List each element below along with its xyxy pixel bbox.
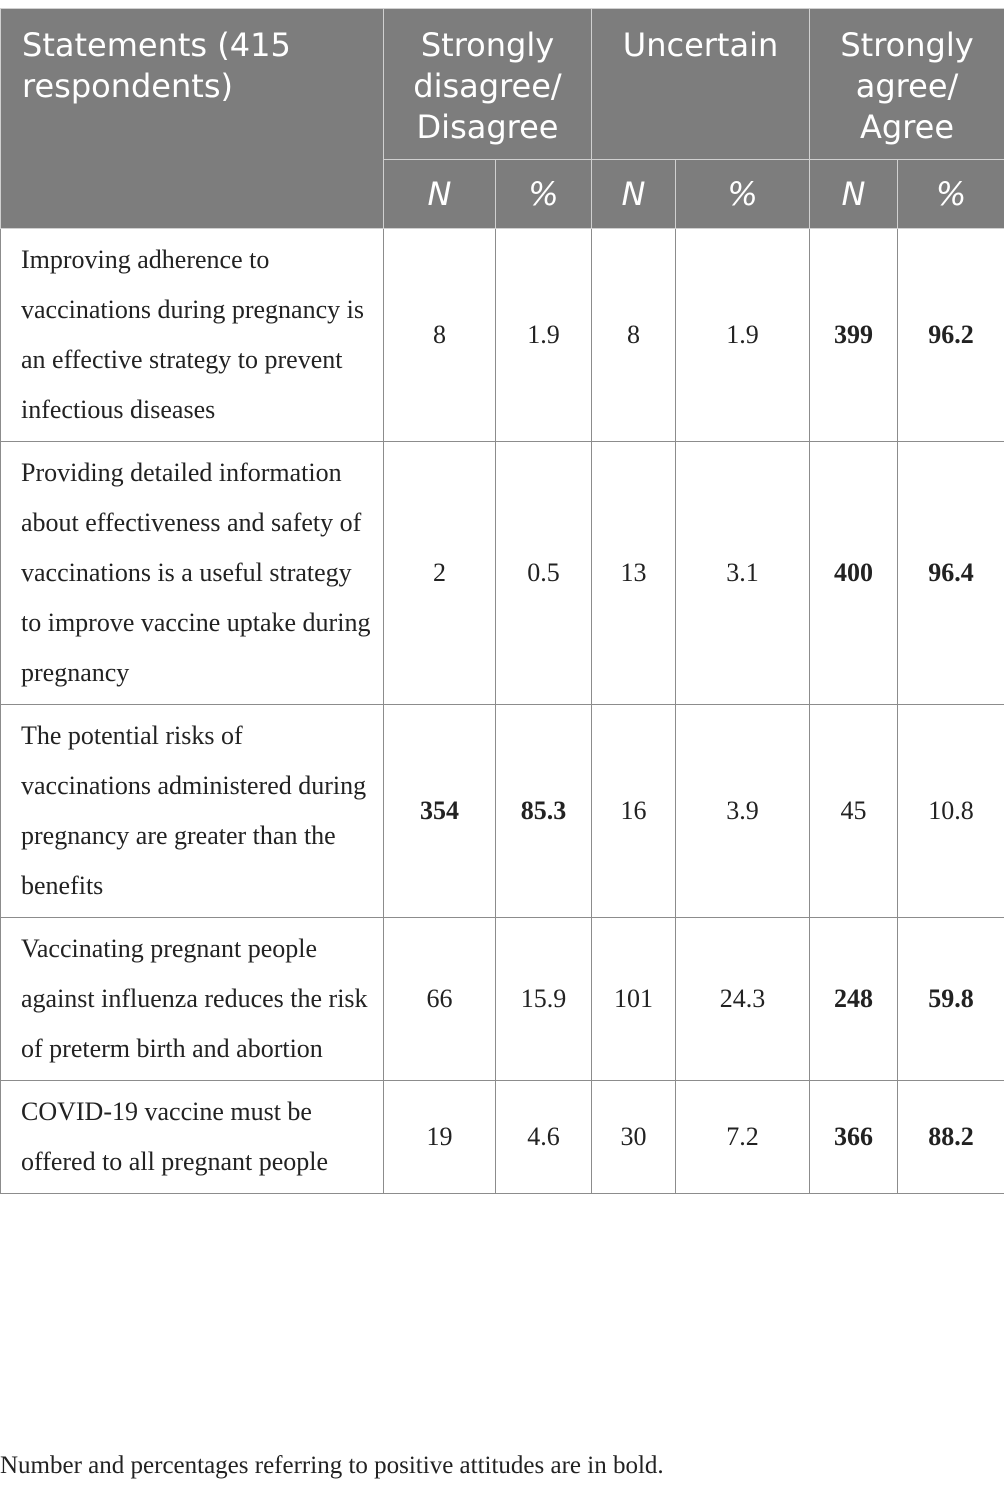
cell-pct-disagree: 85.3 — [496, 705, 592, 918]
table-row — [1, 918, 1004, 1081]
statement-cell: Improving adherence to vaccinations during pregnancy is an effective strategy to prevent infectious diseases — [1, 229, 384, 442]
cell-n-uncertain: 8 — [592, 229, 676, 442]
table-row — [1, 442, 1004, 705]
attitudes-table — [0, 8, 1004, 1194]
cell-pct-uncertain: 7.2 — [676, 1081, 810, 1194]
cell-pct-disagree: 1.9 — [496, 229, 592, 442]
cell-n-uncertain: 16 — [592, 705, 676, 918]
header-disagree: Strongly disagree/ Disagree — [384, 9, 592, 160]
cell-n-agree: 45 — [810, 705, 898, 918]
statement-cell: COVID-19 vaccine must be offered to all pregnant people — [1, 1081, 384, 1194]
cell-n-uncertain: 30 — [592, 1081, 676, 1194]
cell-pct-disagree: 15.9 — [496, 918, 592, 1081]
header-pct-agree: % — [898, 160, 1004, 229]
cell-n-disagree: 19 — [384, 1081, 496, 1194]
cell-n-agree: 248 — [810, 918, 898, 1081]
header-n-uncertain: N — [592, 160, 676, 229]
header-pct-disagree: % — [496, 160, 592, 229]
cell-pct-uncertain: 3.9 — [676, 705, 810, 918]
cell-pct-agree: 59.8 — [898, 918, 1004, 1081]
cell-pct-uncertain: 1.9 — [676, 229, 810, 442]
statement-cell: Vaccinating pregnant people against influenza reduces the risk of preterm birth and abortion — [1, 918, 384, 1081]
cell-n-disagree: 8 — [384, 229, 496, 442]
cell-n-disagree: 354 — [384, 705, 496, 918]
cell-n-uncertain: 13 — [592, 442, 676, 705]
table-header — [1, 9, 1004, 229]
header-agree: Strongly agree/ Agree — [810, 9, 1004, 160]
cell-pct-disagree: 4.6 — [496, 1081, 592, 1194]
header-statements: Statements (415 respondents) — [1, 9, 384, 229]
cell-n-agree: 366 — [810, 1081, 898, 1194]
cell-pct-uncertain: 24.3 — [676, 918, 810, 1081]
table-row — [1, 705, 1004, 918]
cell-pct-agree: 10.8 — [898, 705, 1004, 918]
header-n-agree: N — [810, 160, 898, 229]
header-n-disagree: N — [384, 160, 496, 229]
table-footnote: Number and percentages referring to positive attitudes are in bold. — [0, 1452, 664, 1479]
cell-n-disagree: 2 — [384, 442, 496, 705]
cell-pct-agree: 96.4 — [898, 442, 1004, 705]
statement-cell: The potential risks of vaccinations administered during pregnancy are greater than the benefits — [1, 705, 384, 918]
cell-pct-disagree: 0.5 — [496, 442, 592, 705]
cell-n-uncertain: 101 — [592, 918, 676, 1081]
table-row — [1, 1081, 1004, 1194]
header-uncertain: Uncertain — [592, 9, 810, 160]
cell-n-disagree: 66 — [384, 918, 496, 1081]
statement-cell: Providing detailed information about effectiveness and safety of vaccinations is a useful strategy to improve vaccine uptake during pregnancy — [1, 442, 384, 705]
header-row-groups — [1, 9, 1004, 160]
table-row — [1, 229, 1004, 442]
header-pct-uncertain: % — [676, 160, 810, 229]
cell-pct-agree: 96.2 — [898, 229, 1004, 442]
cell-n-agree: 399 — [810, 229, 898, 442]
cell-pct-uncertain: 3.1 — [676, 442, 810, 705]
cell-pct-agree: 88.2 — [898, 1081, 1004, 1194]
cell-n-agree: 400 — [810, 442, 898, 705]
table-body — [1, 229, 1004, 1194]
